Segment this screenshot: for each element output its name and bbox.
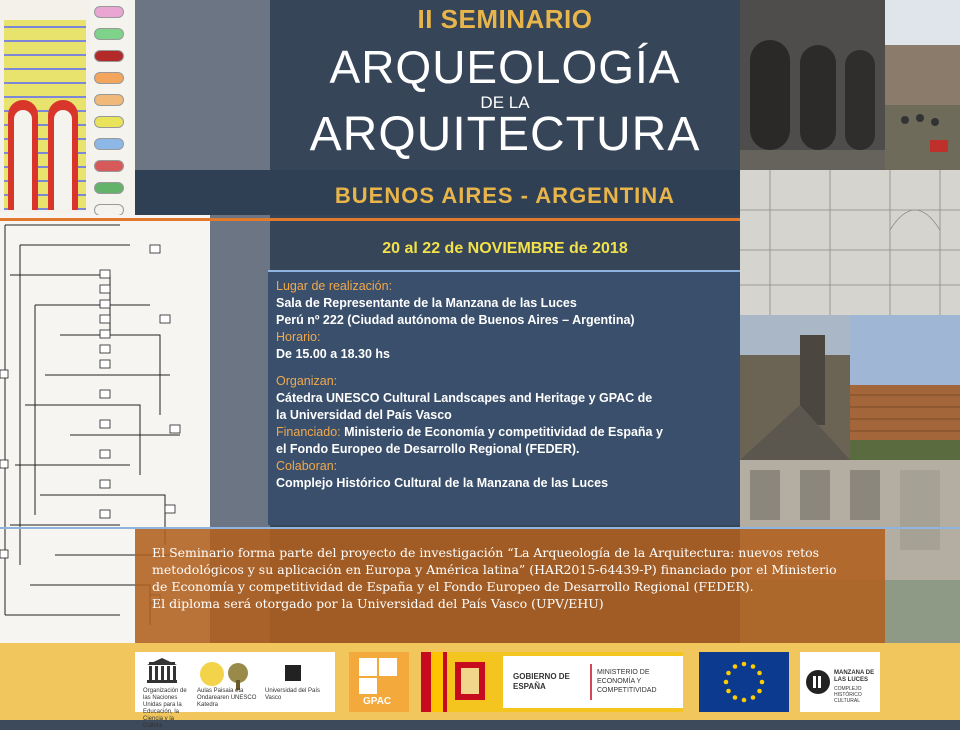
- manzana-sub-text: COMPLEJO HISTÓRICO CULTURAL: [834, 686, 862, 704]
- seminar-edition: II SEMINARIO: [417, 4, 593, 34]
- event-info: [276, 278, 736, 492]
- description-line-1: El Seminario forma parte del proyecto de investigación “La Arqueología de la Arquitectura: nuevos retos: [152, 545, 820, 560]
- description-line-2: metodológicos y su aplicación en Europa y América latina” (HAR2015-64439-P) financiado por el Ministerio: [152, 562, 837, 577]
- title-line-2: ARQUITECTURA: [309, 108, 701, 161]
- photo-arcade: [740, 0, 885, 170]
- photo-street: [740, 315, 850, 460]
- event-dates: 20 al 22 de NOVIEMBRE de 2018: [382, 240, 628, 257]
- photo-wall-drawing: [740, 170, 960, 315]
- unesco-logo: [135, 652, 335, 729]
- description-line-4: El diploma será otorgado por la Universidad del País Vasco (UPV/EHU): [152, 596, 604, 611]
- gpac-logo: [349, 652, 409, 712]
- venue-line-2: Perú nº 222 (Ciudad autónoma de Buenos Aires – Argentina): [276, 313, 635, 327]
- venue-label: Lugar de realización:: [276, 279, 393, 293]
- venue-line-1: Sala de Representante de la Manzana de las Luces: [276, 296, 577, 310]
- upv-text: Universidad del País Vasco: [265, 688, 321, 701]
- unesco-text: Organización de las Naciones Unidas para la Educación, la Ciencia y la Cultura: [143, 688, 187, 729]
- title-line-1: ARQUEOLOGÍA: [329, 41, 681, 93]
- funded-line-1: Ministerio de Economía y competitividad de España y: [344, 425, 663, 439]
- funded-line-2: el Fondo Europeo de Desarrollo Regional (FEDER).: [276, 442, 580, 456]
- facade-legend: [94, 6, 124, 226]
- project-description: [152, 544, 887, 612]
- gobierno-logo: [421, 652, 683, 712]
- organizers-label: Organizan:: [276, 374, 338, 388]
- gobierno-text: GOBIERNO DE ESPAÑA: [513, 672, 570, 691]
- gpac-text: GPAC: [363, 696, 392, 707]
- funded-label: Financiado:: [276, 425, 341, 439]
- manzana-text: MANZANA DE LAS LUCES: [834, 670, 875, 683]
- facade-drawing: [0, 0, 90, 212]
- unitwin-text: Aulas Paisaia eta Ondarearen UNESCO Katedra: [197, 688, 257, 708]
- eu-flag-logo: [699, 652, 789, 712]
- orange-divider: [0, 218, 740, 221]
- ministerio-text: MINISTERIO DE ECONOMÍA Y COMPETITIVIDAD: [597, 669, 657, 694]
- photo-courtyard: [885, 0, 960, 170]
- photo-brick-ruins: [850, 315, 960, 460]
- organizers-line-1: Cátedra UNESCO Cultural Landscapes and Heritage y GPAC de: [276, 391, 653, 405]
- schedule-label: Horario:: [276, 330, 321, 344]
- schedule-value: De 15.00 a 18.30 hs: [276, 347, 390, 361]
- location-text: BUENOS AIRES - ARGENTINA: [334, 183, 676, 208]
- eu-stars-icon: [699, 652, 789, 712]
- manzana-luces-logo: [800, 652, 880, 712]
- collaborators-value: Complejo Histórico Cultural de la Manzana de las Luces: [276, 476, 609, 490]
- organizers-line-2: la Universidad del País Vasco: [276, 408, 452, 422]
- description-line-3: de Economía y competitividad de España y el Fondo Europeo de Desarrollo Regional (FEDER).: [152, 579, 754, 594]
- title-connector: DE LA: [480, 93, 530, 112]
- collaborators-label: Colaboran:: [276, 459, 338, 473]
